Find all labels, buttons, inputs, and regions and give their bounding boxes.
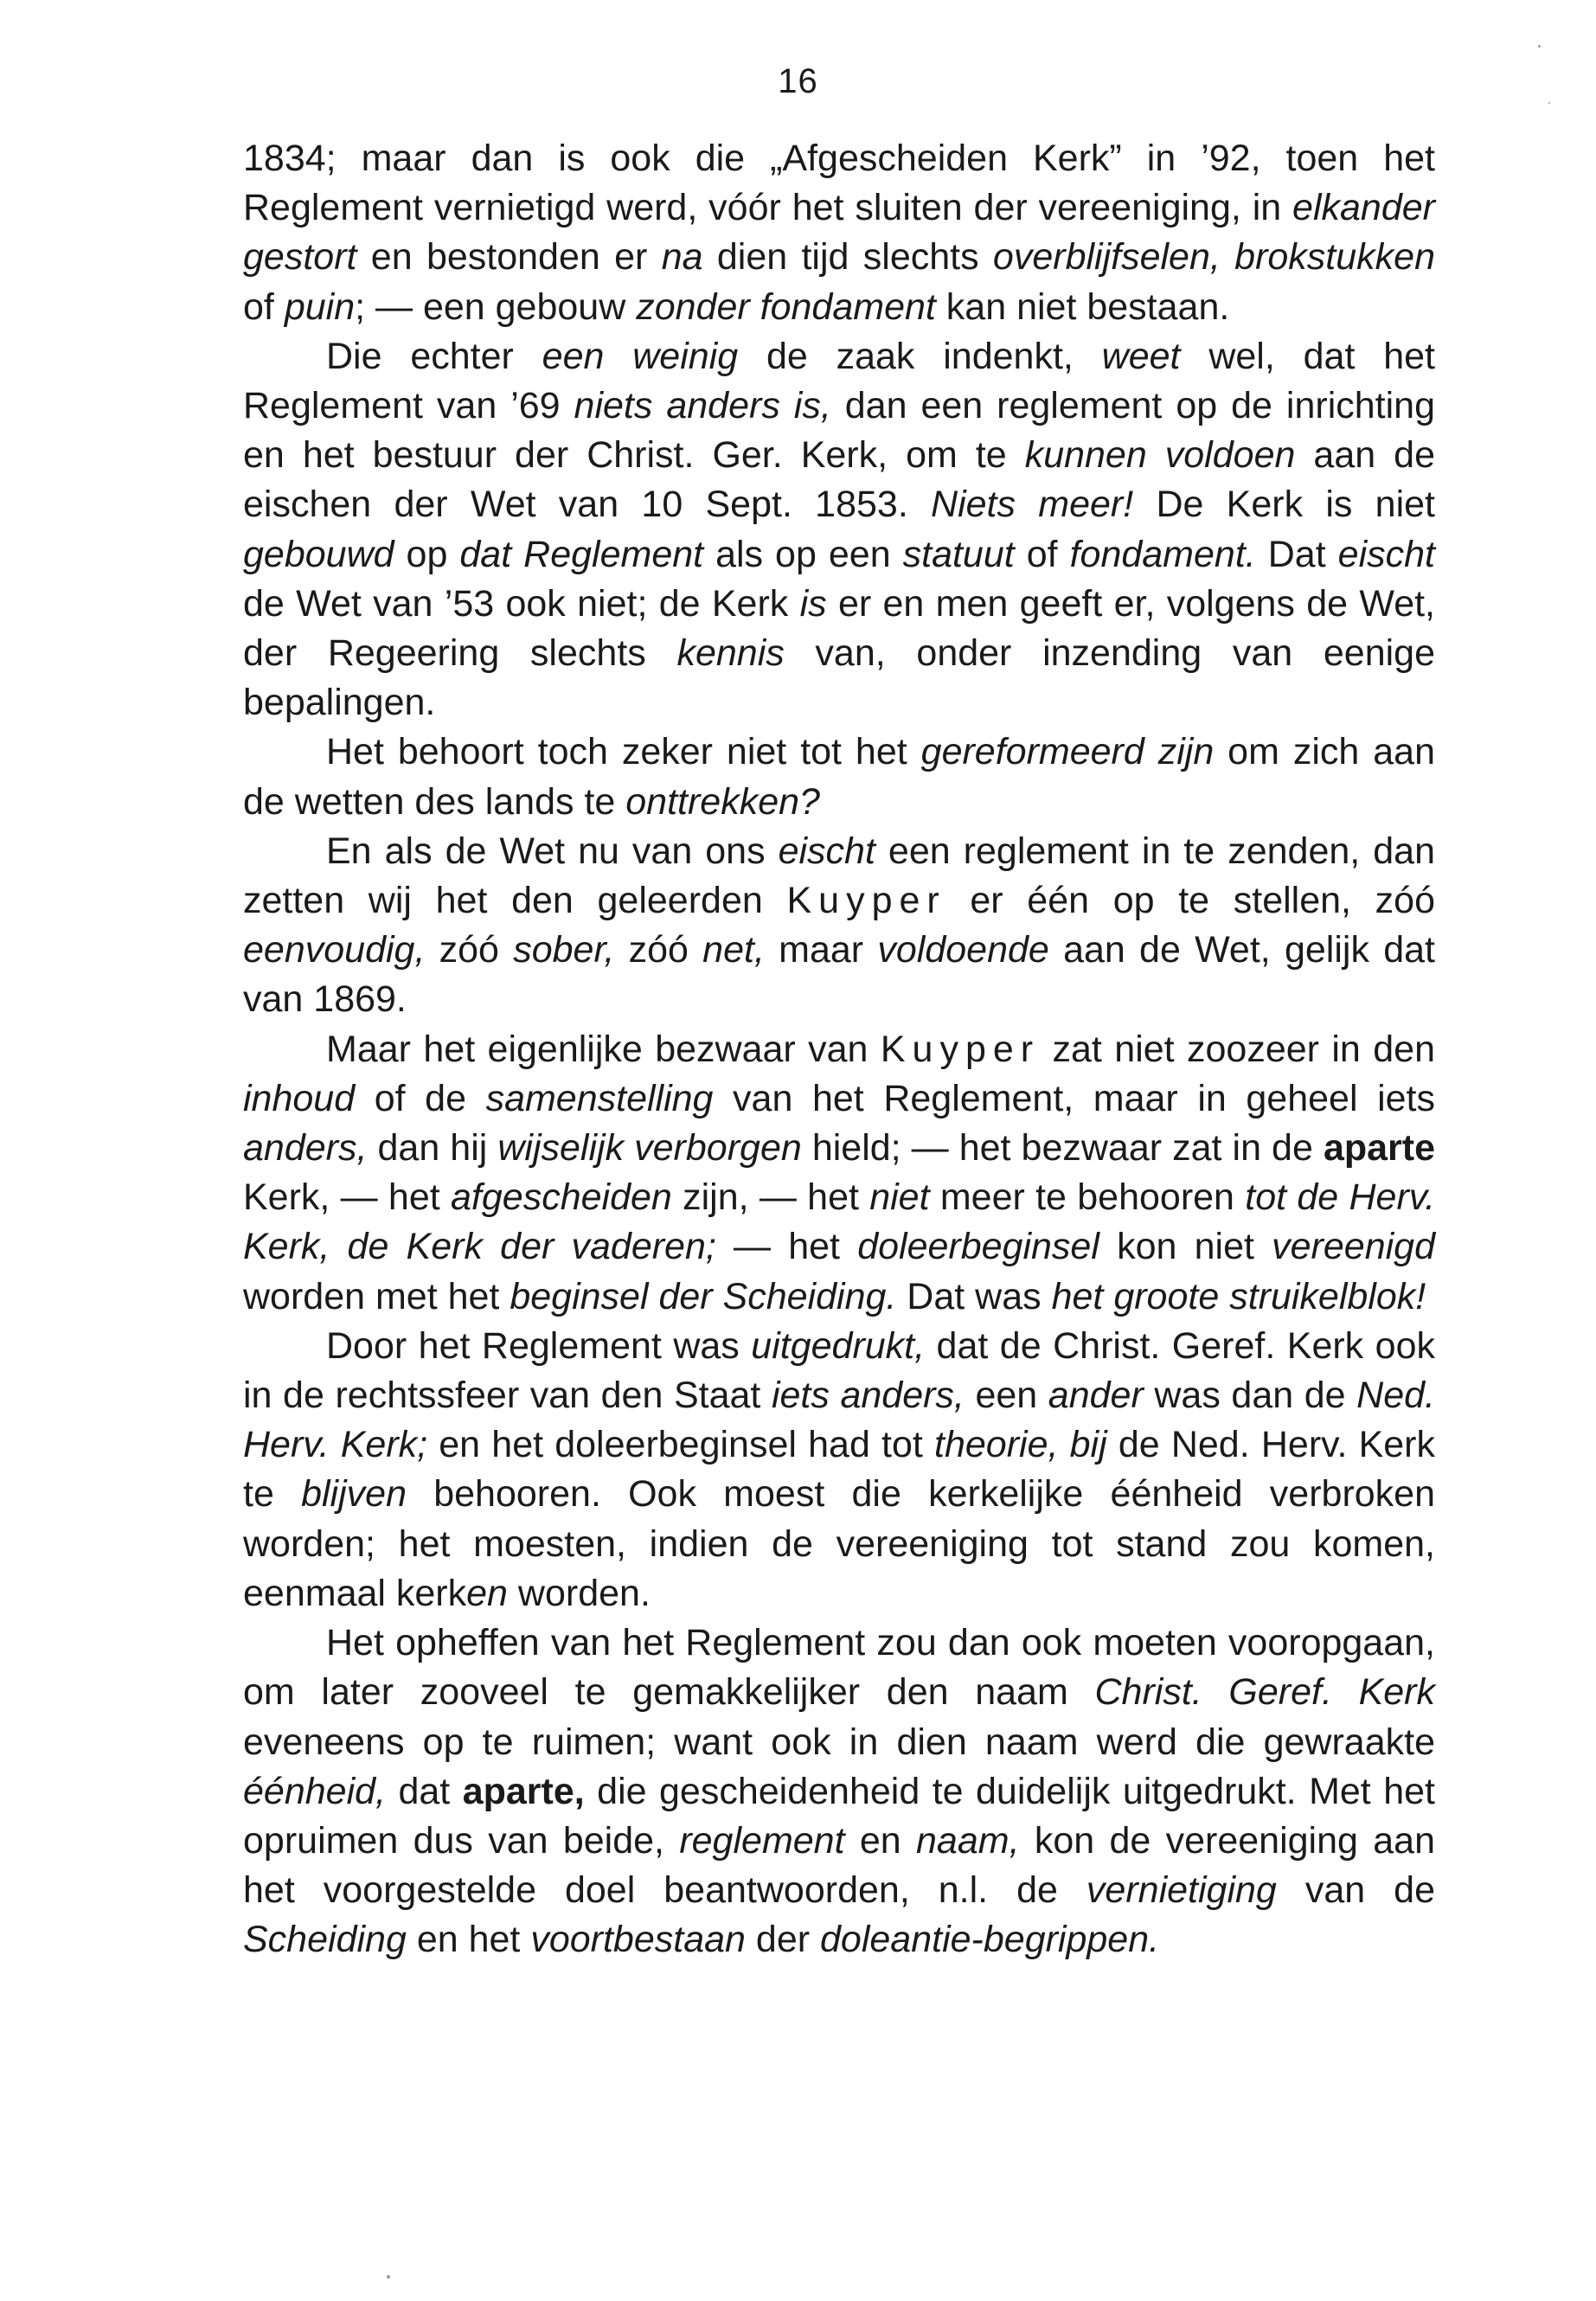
italic-emphasis: Ned. Herv. Kerk; — [243, 1375, 1435, 1466]
spaced-name: Kuyper — [880, 1028, 1041, 1070]
text-run: dan een reglement op de inrichting en het bestuur der Christ. Ger. Kerk, om te — [243, 385, 1435, 477]
text-run: en het doleerbeginsel had tot — [427, 1424, 935, 1466]
italic-emphasis: dat Reglement — [459, 533, 704, 575]
italic-emphasis: beginsel der Scheiding. — [510, 1275, 897, 1317]
text-run: dien tijd slechts — [702, 236, 993, 279]
italic-emphasis: eenvoudig, — [243, 929, 426, 971]
italic-emphasis: afgescheiden — [451, 1176, 672, 1219]
italic-emphasis: wijselijk verborgen — [497, 1127, 802, 1170]
text-run: als op een — [703, 533, 903, 575]
italic-emphasis: net, — [702, 929, 765, 971]
italic-emphasis: inhoud — [243, 1077, 356, 1119]
text-run: eveneens op te ruimen; want ook in dien naam werd die gewraakte — [243, 1721, 1435, 1763]
text-run: ; — een gebouw — [355, 285, 637, 328]
text-run: om zich aan de wetten des lands te — [243, 731, 1436, 823]
text-run: zóó — [425, 929, 514, 971]
text-run: de zaak indenkt, — [738, 335, 1102, 377]
text-run: hield; — het bezwaar zat in de — [801, 1127, 1324, 1170]
italic-emphasis: Christ. Geref. Kerk — [1094, 1671, 1436, 1714]
text-run: behooren. Ook moest die kerkelijke éénheid verbroken worden; het moesten, indien de vereeniging tot stand zou komen, eenmaal kerk — [243, 1473, 1436, 1614]
italic-emphasis: anders, — [243, 1127, 368, 1170]
italic-emphasis: sober, — [513, 929, 615, 971]
italic-emphasis: een weinig — [542, 335, 739, 377]
italic-emphasis: samenstelling — [485, 1077, 714, 1119]
text-run: dan hij — [367, 1127, 498, 1170]
text-run: een reglement in te zenden, dan zetten wij het den geleerden — [243, 830, 1435, 922]
text-run: dat — [386, 1770, 463, 1812]
text-run: En als de Wet nu van ons — [326, 830, 779, 872]
paragraph — [243, 1322, 1435, 1618]
text-run: Maar het eigenlijke bezwaar van — [326, 1028, 881, 1070]
print-speck — [1538, 45, 1541, 48]
italic-emphasis: gebouwd — [243, 533, 394, 575]
italic-emphasis: statuut — [902, 533, 1015, 575]
italic-emphasis: niet — [869, 1176, 930, 1219]
italic-emphasis: doleantie-begrippen. — [820, 1919, 1160, 1961]
paragraph — [243, 1618, 1435, 1965]
italic-emphasis: voldoende — [877, 929, 1049, 971]
text-run: De Kerk is niet — [1133, 484, 1435, 526]
bold-emphasis: aparte, — [462, 1770, 585, 1812]
print-speck — [387, 2275, 390, 2279]
italic-emphasis: iets anders, — [771, 1375, 965, 1417]
italic-emphasis: kennis — [676, 632, 785, 675]
paragraph — [243, 1025, 1435, 1322]
text-run: maar — [764, 929, 878, 971]
text-run: aan de eischen der Wet van 10 Sept. 1853. — [243, 434, 1435, 526]
text-run: van de — [1276, 1869, 1435, 1912]
text-run: dat de Christ. Geref. Kerk ook in de rechtssfeer van den Staat — [243, 1324, 1435, 1417]
text-run: Die echter — [326, 335, 542, 377]
text-run: en — [844, 1819, 916, 1862]
text-run: Kerk, — het — [243, 1176, 451, 1219]
paragraph — [243, 332, 1435, 728]
text-run: er en men geeft er, volgens de Wet, der Regeering slechts — [243, 582, 1435, 675]
italic-emphasis: het groote struikelblok! — [1051, 1275, 1426, 1317]
text-run: Door het Reglement was — [326, 1324, 752, 1367]
text-run: was dan de — [1143, 1375, 1357, 1417]
text-run: of de — [355, 1077, 486, 1119]
italic-emphasis: voortbestaan — [530, 1919, 746, 1961]
italic-emphasis: gereformeerd zijn — [920, 731, 1215, 773]
paragraph — [243, 727, 1435, 826]
text-run: Dat was — [896, 1275, 1052, 1317]
italic-emphasis: weet — [1101, 335, 1181, 377]
italic-emphasis: eischt — [1337, 533, 1435, 575]
page-number: 16 — [778, 62, 818, 100]
italic-emphasis: naam, — [916, 1819, 1020, 1862]
italic-emphasis: niets anders is, — [574, 385, 831, 427]
italic-emphasis: vereenigd — [1272, 1226, 1435, 1268]
text-run: van het Reglement, maar in geheel iets — [713, 1077, 1435, 1119]
text-run: en het — [406, 1919, 531, 1961]
text-run: kon niet — [1099, 1226, 1272, 1268]
text-run: meer te behooren — [929, 1176, 1246, 1219]
text-run: van, onder inzending van eenige bepalingen. — [243, 632, 1435, 724]
text-run: — het — [715, 1226, 858, 1268]
text-run: de Ned. Herv. Kerk te — [243, 1424, 1435, 1516]
italic-emphasis: onttrekken? — [625, 780, 820, 823]
text-run: op — [394, 533, 460, 575]
text-run: 1834; maar dan is ook die „Afgescheiden Kerk” in ’92, toen het Reglement vernietigd werd, vóór het sluiten der vereeniging, in — [243, 138, 1435, 229]
italic-emphasis: uitgedrukt, — [751, 1324, 926, 1367]
text-run: aan de Wet, gelijk dat van 1869. — [243, 929, 1435, 1021]
text-run: of — [243, 285, 285, 328]
body-text — [243, 134, 1435, 1965]
text-run: kon de vereeniging aan het voorgestelde doel beantwoorden, n.l. de — [243, 1819, 1435, 1912]
text-run: kan niet bestaan. — [935, 285, 1230, 328]
italic-emphasis: elkander gestort — [243, 187, 1435, 279]
text-run: er één op te stellen, zóó — [945, 880, 1436, 922]
text-run: of — [1014, 533, 1070, 575]
spaced-name: Kuyper — [786, 880, 946, 922]
text-run: Het opheffen van het Reglement zou dan ook moeten vooropgaan, om later zooveel te gemakkelijker den naam — [243, 1622, 1435, 1714]
italic-emphasis: puin — [284, 285, 356, 328]
text-run: worden. — [507, 1572, 651, 1614]
italic-emphasis: reglement — [679, 1819, 845, 1862]
italic-emphasis: eischt — [778, 830, 875, 872]
italic-emphasis: Scheiding — [243, 1919, 407, 1961]
italic-emphasis: doleerbeginsel — [857, 1226, 1099, 1268]
italic-emphasis: na — [661, 236, 703, 279]
italic-emphasis: is — [799, 582, 827, 625]
text-run: Dat — [1255, 533, 1338, 575]
text-run: der — [745, 1919, 820, 1961]
text-run: zijn, — het — [671, 1176, 870, 1219]
italic-emphasis: blijven — [301, 1473, 407, 1516]
italic-emphasis: vernietiging — [1086, 1869, 1277, 1912]
paragraph — [243, 827, 1435, 1025]
italic-emphasis: fondament. — [1069, 533, 1256, 575]
paragraph — [243, 134, 1435, 332]
italic-emphasis: overblijfselen, brokstukken — [992, 236, 1435, 279]
text-run: wel, dat het Reglement van ’69 — [243, 335, 1435, 427]
italic-emphasis: en — [466, 1572, 508, 1614]
bold-emphasis: aparte — [1323, 1127, 1436, 1170]
print-speck — [1548, 102, 1550, 104]
text-run: en bestonden er — [356, 236, 662, 279]
italic-emphasis: theorie, bij — [934, 1424, 1107, 1466]
text-run: zóó — [614, 929, 703, 971]
italic-emphasis: kunnen voldoen — [1024, 434, 1296, 477]
text-run: zat niet zoozeer in den — [1040, 1028, 1435, 1070]
italic-emphasis: ander — [1048, 1375, 1144, 1417]
italic-emphasis: zonder fondament — [636, 285, 936, 328]
text-run: de Wet van ’53 ook niet; de Kerk — [243, 582, 800, 625]
text-run: worden met het — [243, 1275, 510, 1317]
text-run: een — [964, 1375, 1048, 1417]
italic-emphasis: éénheid, — [243, 1770, 386, 1812]
italic-emphasis: Niets meer! — [931, 484, 1134, 526]
italic-emphasis: tot de Herv. Kerk, de Kerk der vaderen; — [243, 1176, 1436, 1268]
text-run: die gescheidenheid te duidelijk uitgedrukt. Met het opruimen dus van beide, — [243, 1770, 1435, 1862]
text-run: Het behoort toch zeker niet tot het — [326, 731, 921, 773]
